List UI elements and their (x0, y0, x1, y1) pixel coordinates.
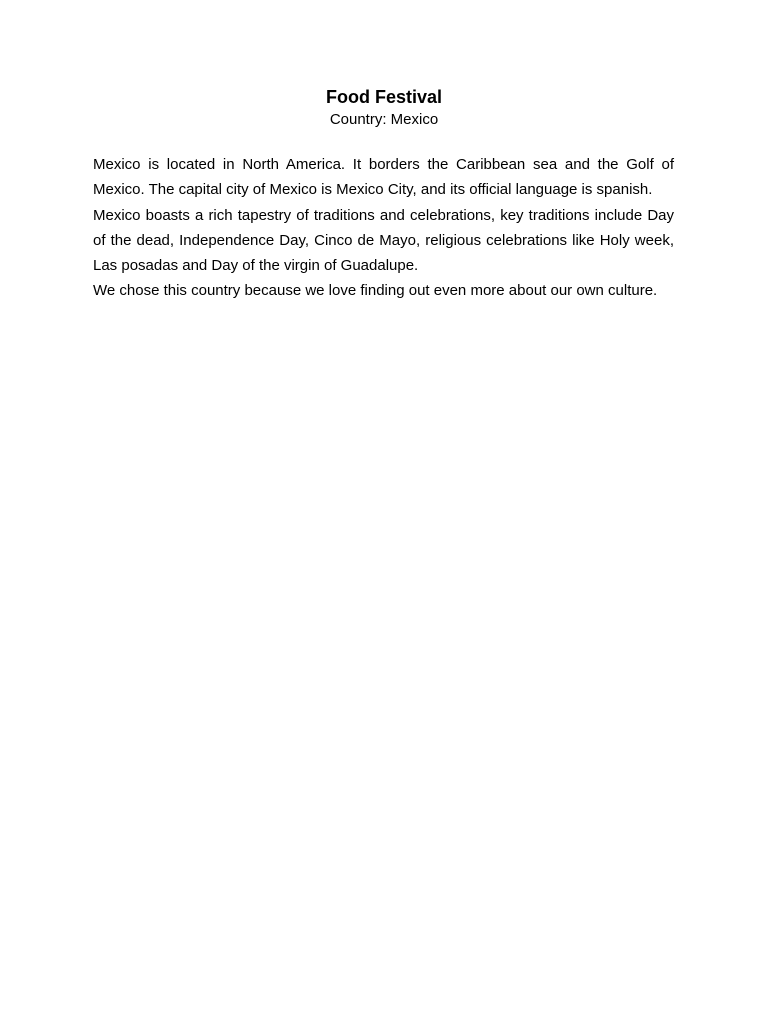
document-title: Food Festival (325, 87, 442, 107)
paragraph-traditions: Mexico boasts a rich tapestry of traditions and celebrations, key traditions include Day of the dead, Independence Day, Cinco de Mayo, religious celebrations like Holy week, Las posadas and Day of the virgin of Guadalupe. (93, 206, 674, 275)
paragraph-location: Mexico is located in North America. It borders the Caribbean sea and the Golf of Mexico. The capital city of Mexico is Mexico City, and its official language is spanish. (93, 156, 674, 199)
document-subtitle: Country: Mexico (329, 111, 439, 128)
paragraph-reason: We chose this country because we love finding out even more about our own culture. (93, 282, 658, 300)
document-body (93, 152, 674, 304)
